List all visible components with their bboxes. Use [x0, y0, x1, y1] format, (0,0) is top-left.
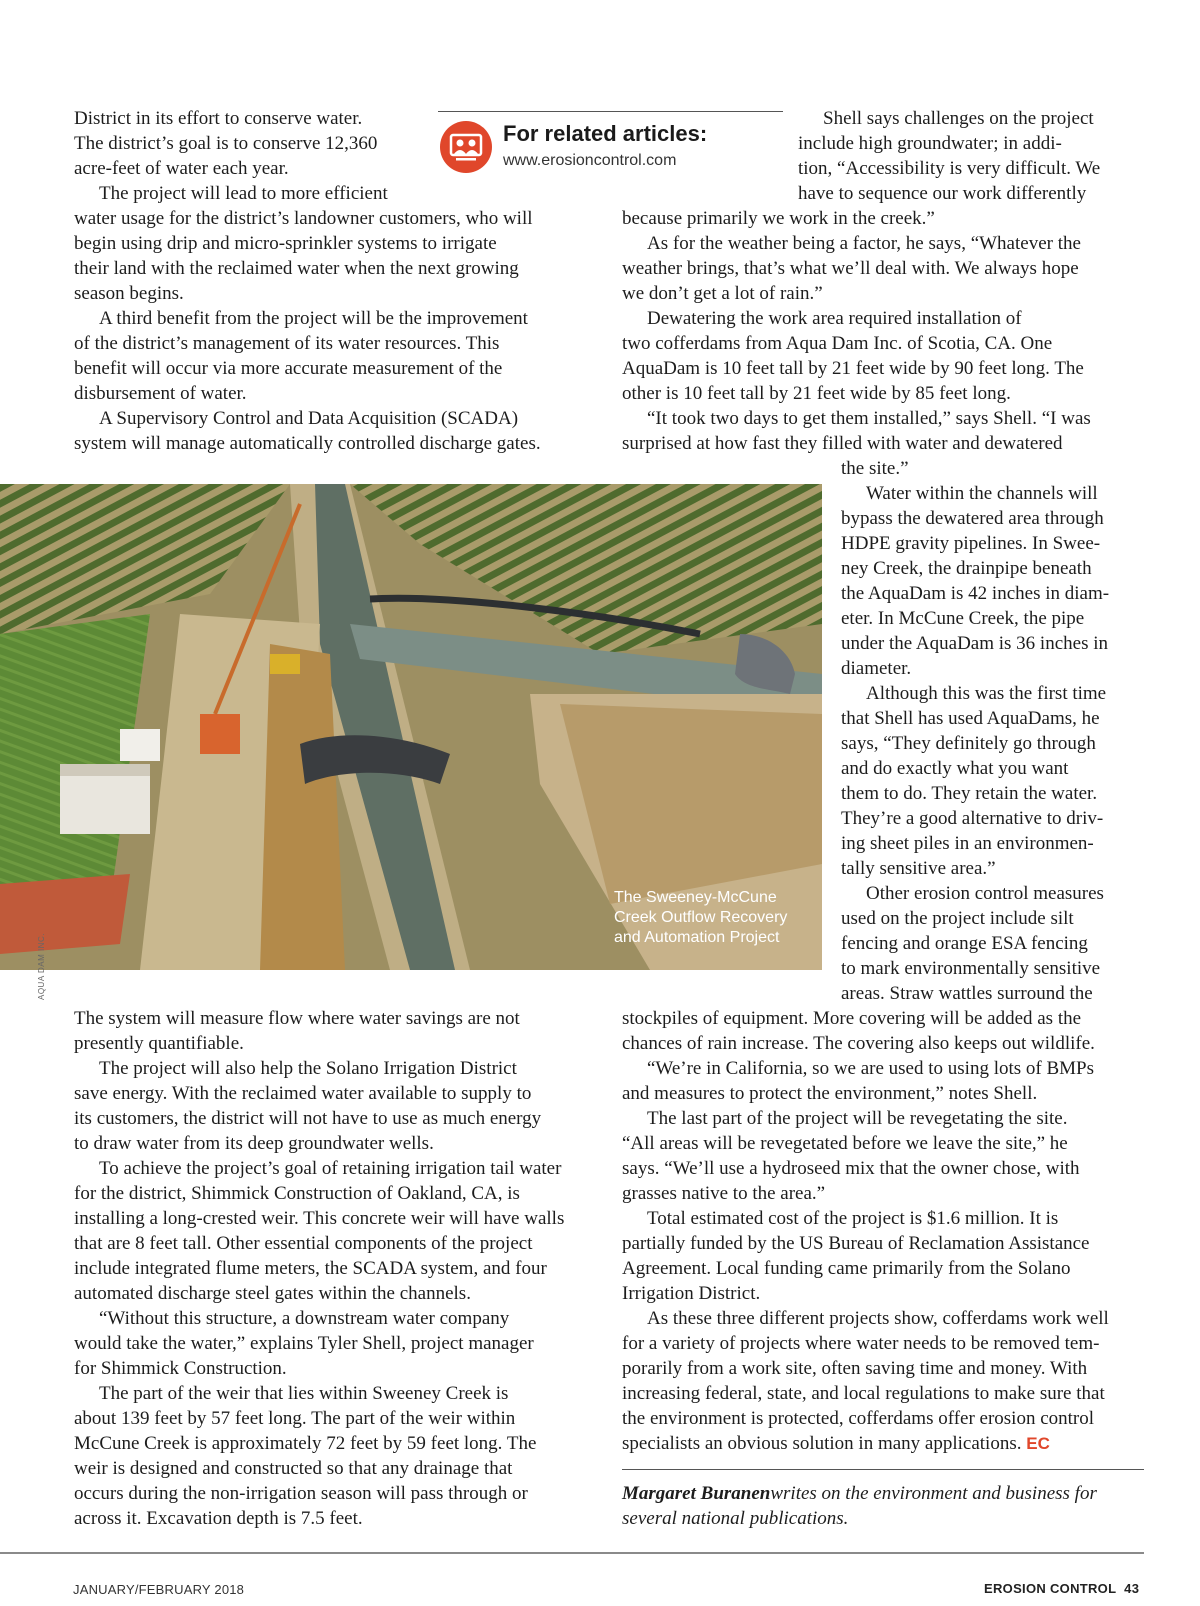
article-line: AquaDam is 10 feet tall by 21 feet wide by 90 feet long. The [622, 358, 1084, 379]
article-column-left-top [74, 106, 541, 456]
article-line: Irrigation District. [622, 1283, 761, 1304]
article-line: “All areas will be revegetated before we leave the site,” he [622, 1133, 1068, 1154]
article-line-text: specialists an obvious solution in many applications. [622, 1433, 1022, 1454]
article-line: the AquaDam is 42 inches in diam- [841, 583, 1110, 604]
article-line: fencing and orange ESA fencing [841, 933, 1088, 954]
article-line: include integrated flume meters, the SCADA system, and four [74, 1258, 547, 1279]
article-line: have to sequence our work differently [798, 183, 1087, 204]
article-line: its customers, the district will not have to use as much energy [74, 1108, 542, 1129]
author-rule [622, 1469, 1144, 1470]
article-column-right-mid [622, 206, 1091, 456]
article-line: about 139 feet by 57 feet long. The part of the weir within [74, 1408, 516, 1429]
footer-page-number: 43 [1124, 1581, 1140, 1596]
article-line: save energy. With the reclaimed water available to supply to [74, 1083, 532, 1104]
article-line: Dewatering the work area required installation of [647, 308, 1022, 329]
article-line: presently quantifiable. [74, 1033, 244, 1054]
article-line [622, 1431, 1109, 1456]
article-line: and measures to protect the environment,” notes Shell. [622, 1083, 1038, 1104]
author-bio-text: writes on the environment and business for [770, 1483, 1097, 1504]
article-line: The project will also help the Solano Irrigation District [99, 1058, 517, 1079]
article-line: porarily from a work site, often saving time and money. With [622, 1358, 1088, 1379]
article-line: ing sheet piles in an environmen- [841, 833, 1094, 854]
article-line: would take the water,” explains Tyler Shell, project manager [74, 1333, 534, 1354]
article-line: A Supervisory Control and Data Acquisition (SCADA) [99, 408, 519, 429]
article-line: They’re a good alternative to driv- [841, 808, 1104, 829]
article-line: Total estimated cost of the project is $1.6 million. It is [647, 1208, 1059, 1229]
article-line: Water within the channels will [866, 483, 1098, 504]
author-bio-text: several national publications. [622, 1508, 849, 1529]
article-line: benefit will occur via more accurate measurement of the [74, 358, 503, 379]
article-line: the site.” [841, 458, 909, 479]
article-line: partially funded by the US Bureau of Reclamation Assistance [622, 1233, 1090, 1254]
article-line: Other erosion control measures [866, 883, 1104, 904]
article-line: says, “They definitely go through [841, 733, 1096, 754]
article-line: “Without this structure, a downstream water company [99, 1308, 510, 1329]
photo-caption-line: Creek Outflow Recovery [614, 909, 788, 926]
article-line: A third benefit from the project will be the improvement [99, 308, 528, 329]
article-line: To achieve the project’s goal of retaining irrigation tail water [99, 1158, 562, 1179]
author-name: Margaret Buranen [622, 1483, 771, 1504]
article-line: stockpiles of equipment. More covering will be added as the [622, 1008, 1082, 1029]
article-line: tion, “Accessibility is very difficult. We [798, 158, 1101, 179]
author-bio [622, 1481, 1097, 1531]
end-mark: EC [1026, 1434, 1050, 1453]
article-line: tally sensitive area.” [841, 858, 996, 879]
article-column-right-narrow [841, 456, 1109, 1006]
article-line: The last part of the project will be revegetating the site. [647, 1108, 1068, 1129]
photo-caption-line: The Sweeney-McCune [614, 889, 777, 906]
article-line: for Shimmick Construction. [74, 1358, 287, 1379]
article-line: include high groundwater; in addi- [798, 133, 1062, 154]
article-line: weir is designed and constructed so that any drainage that [74, 1458, 513, 1479]
related-articles-title: For related articles: [503, 121, 708, 146]
article-line: The system will measure flow where water savings are not [74, 1008, 520, 1029]
footer-magazine-name: EROSION CONTROL [984, 1581, 1117, 1596]
article-line: The part of the weir that lies within Sweeney Creek is [99, 1383, 509, 1404]
article-line: under the AquaDam is 36 inches in [841, 633, 1109, 654]
article-line: used on the project include silt [841, 908, 1074, 929]
article-line: Although this was the first time [866, 683, 1107, 704]
article-line: automated discharge steel gates within the channels. [74, 1283, 471, 1304]
article-line: increasing federal, state, and local regulations to make sure that [622, 1383, 1105, 1404]
article-line: that are 8 feet tall. Other essential components of the project [74, 1233, 533, 1254]
article-line: two cofferdams from Aqua Dam Inc. of Scotia, CA. One [622, 333, 1053, 354]
article-line: acre-feet of water each year. [74, 158, 289, 179]
article-line: ney Creek, the drainpipe beneath [841, 558, 1092, 579]
article-column-left-bottom [74, 1006, 564, 1531]
article-line: grasses native to the area.” [622, 1183, 826, 1204]
article-line: installing a long-crested weir. This concrete weir will have walls [74, 1208, 565, 1229]
footer-rule [0, 1552, 1144, 1554]
footer-issue-date: JANUARY/FEBRUARY 2018 [73, 1582, 245, 1597]
article-line: surprised at how fast they filled with water and dewatered [622, 433, 1063, 454]
article-line: The district’s goal is to conserve 12,360 [74, 133, 378, 154]
article-line: because primarily we work in the creek.” [622, 208, 935, 229]
article-line: The project will lead to more efficient [99, 183, 388, 204]
photo-caption [614, 888, 814, 948]
article-line: for the district, Shimmick Construction of Oakland, CA, is [74, 1183, 520, 1204]
article-line: areas. Straw wattles surround the [841, 983, 1093, 1004]
article-line: HDPE gravity pipelines. In Swee- [841, 533, 1101, 554]
article-line: their land with the reclaimed water when the next growing [74, 258, 519, 279]
article-line: across it. Excavation depth is 7.5 feet. [74, 1508, 363, 1529]
article-line: weather brings, that’s what we’ll deal with. We always hope [622, 258, 1079, 279]
article-line: the environment is protected, cofferdams offer erosion control [622, 1408, 1095, 1429]
article-line: and do exactly what you want [841, 758, 1069, 779]
photo-credit: AQUA DAM INC. [37, 933, 46, 1000]
related-articles-link[interactable]: www.erosioncontrol.com [503, 152, 677, 169]
article-line: water usage for the district’s landowner customers, who will [74, 208, 533, 229]
article-line: other is 10 feet tall by 21 feet wide by 85 feet long. [622, 383, 1011, 404]
photo-caption-line: and Automation Project [614, 929, 780, 946]
article-line: Agreement. Local funding came primarily from the Solano [622, 1258, 1071, 1279]
article-line: McCune Creek is approximately 72 feet by 59 feet long. The [74, 1433, 537, 1454]
article-column-right-bottom [622, 1006, 1109, 1456]
article-line: bypass the dewatered area through [841, 508, 1104, 529]
article-line: for a variety of projects where water needs to be removed tem- [622, 1333, 1100, 1354]
article-line: them to do. They retain the water. [841, 783, 1098, 804]
article-line: that Shell has used AquaDams, he [841, 708, 1100, 729]
article-line: As these three different projects show, cofferdams work well [647, 1308, 1109, 1329]
article-line: “We’re in California, so we are used to using lots of BMPs [647, 1058, 1095, 1079]
article-line: we don’t get a lot of rain.” [622, 283, 823, 304]
article-line: District in its effort to conserve water. [74, 108, 363, 129]
article-line: season begins. [74, 283, 184, 304]
article-line: eter. In McCune Creek, the pipe [841, 608, 1085, 629]
article-line: says. “We’ll use a hydroseed mix that the owner chose, with [622, 1158, 1080, 1179]
article-line: disbursement of water. [74, 383, 247, 404]
footer-magazine [984, 1581, 1139, 1596]
article-line: diameter. [841, 658, 912, 679]
article-line: system will manage automatically controlled discharge gates. [74, 433, 541, 454]
article-line: occurs during the non-irrigation season will pass through or [74, 1483, 528, 1504]
article-line: As for the weather being a factor, he says, “Whatever the [647, 233, 1081, 254]
article-line: of the district’s management of its water resources. This [74, 333, 500, 354]
article-line: Shell says challenges on the project [823, 108, 1094, 129]
article-line: begin using drip and micro-sprinkler systems to irrigate [74, 233, 497, 254]
article-line: chances of rain increase. The covering also keeps out wildlife. [622, 1033, 1095, 1054]
article-line: to mark environmentally sensitive [841, 958, 1101, 979]
article-line: “It took two days to get them installed,” says Shell. “I was [647, 408, 1091, 429]
article-column-right-top [798, 106, 1100, 206]
article-line: to draw water from its deep groundwater wells. [74, 1133, 434, 1154]
